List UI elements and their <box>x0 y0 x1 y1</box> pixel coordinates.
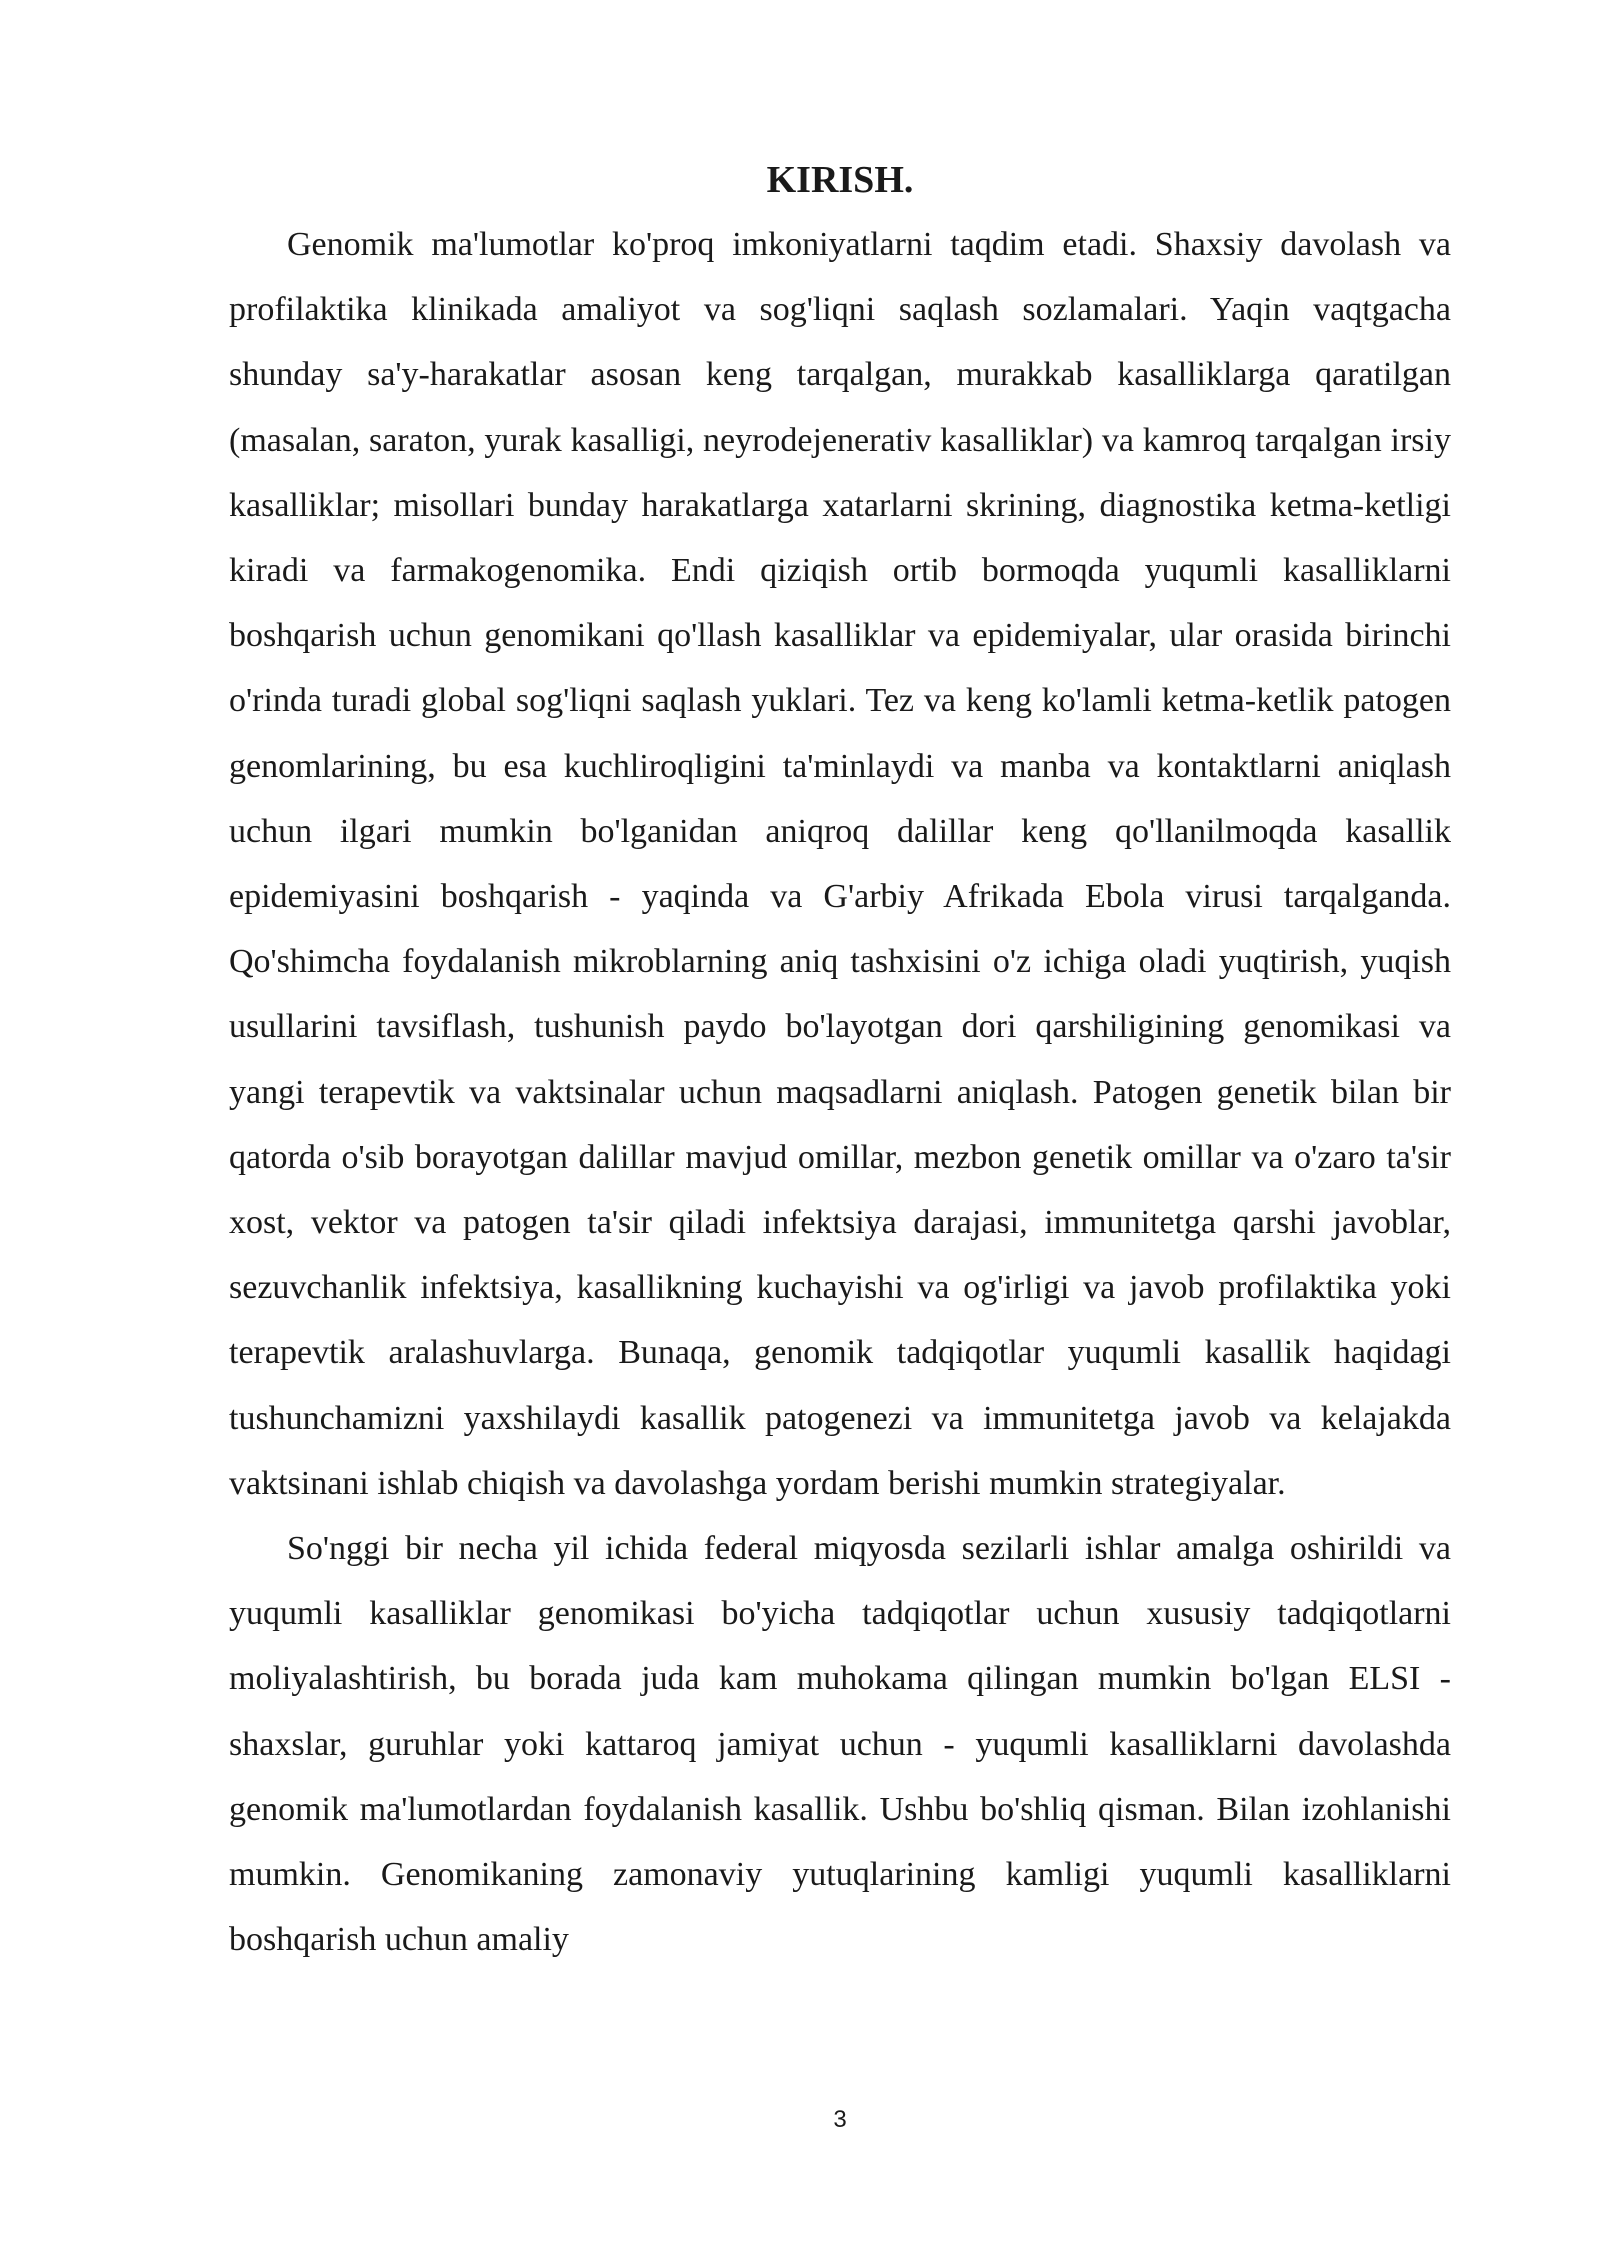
page-number: 3 <box>833 2106 847 2133</box>
page-title: KIRISH. <box>766 159 914 201</box>
body-paragraph-1: Genomik ma'lumotlar ko'proq imkoniyatlarni taqdim etadi. Shaxsiy davolash va profilaktika klinikada amaliyot va sog'liqni saqlash sozlamalari. Yaqin vaqtgacha shunday sa'y-harakatlar asosan keng tarqalgan, murakkab kasalliklarga qaratilgan (masalan, saraton, yurak kasalligi, neyrodejenerativ kasalliklar) va kamroq tarqalgan irsiy kasalliklar; misollari bunday harakatlarga xatarlarni skrining, diagnostika ketma-ketligi kiradi va farmakogenomika. Endi qiziqish ortib bormoqda yuqumli kasalliklarni boshqarish uchun genomikani qo'llash kasalliklar va epidemiyalar, ular orasida birinchi o'rinda turadi global sog'liqni saqlash yuklari. Tez va keng ko'lamli ketma-ketlik patogen genomlarining, bu esa kuchliroqligini ta'minlaydi va manba va kontaktlarni aniqlash uchun ilgari mumkin bo'lganidan aniqroq dalillar keng qo'llanilmoqda kasallik epidemiyasini boshqarish - yaqinda va G'arbiy Afrikada Ebola virusi tarqalganda. Qo'shimcha foydalanish mikroblarning aniq tashxisini o'z ichiga oladi yuqtirish, yuqish usullarini tavsiflash, tushunish paydo bo'layotgan dori qarshiligining genomikasi va yangi terapevtik va vaktsinalar uchun maqsadlarni aniqlash. Patogen genetik bilan bir qatorda o'sib borayotgan dalillar mavjud omillar, mezbon genetik omillar va o'zaro ta'sir xost, vektor va patogen ta'sir qiladi infektsiya darajasi, immunitetga qarshi javoblar, sezuvchanlik infektsiya, kasallikning kuchayishi va og'irligi va javob profilaktika yoki terapevtik aralashuvlarga. Bunaqa, genomik tadqiqotlar yuqumli kasallik haqidagi tushunchamizni yaxshilaydi kasallik patogenezi va immunitetga javob va kelajakda vaktsinani ishlab chiqish va davolashga yordam berishi mumkin strategiyalar. <box>229 226 1451 1502</box>
body-paragraph-2: So'nggi bir necha yil ichida federal miqyosda sezilarli ishlar amalga oshirildi va yuqumli kasalliklar genomikasi bo'yicha tadqiqotlar uchun xususiy tadqiqotlarni moliyalashtirish, bu borada juda kam muhokama qilingan mumkin bo'lgan ELSI - shaxslar, guruhlar yoki kattaroq jamiyat uchun - yuqumli kasalliklarni davolashda genomik ma'lumotlardan foydalanish kasallik. Ushbu bo'shliq qisman. Bilan izohlanishi mumkin. Genomikaning zamonaviy yutuqlarining kamligi yuqumli kasalliklarni boshqarish uchun amaliy <box>229 1530 1451 1959</box>
document-body <box>229 150 1451 1972</box>
